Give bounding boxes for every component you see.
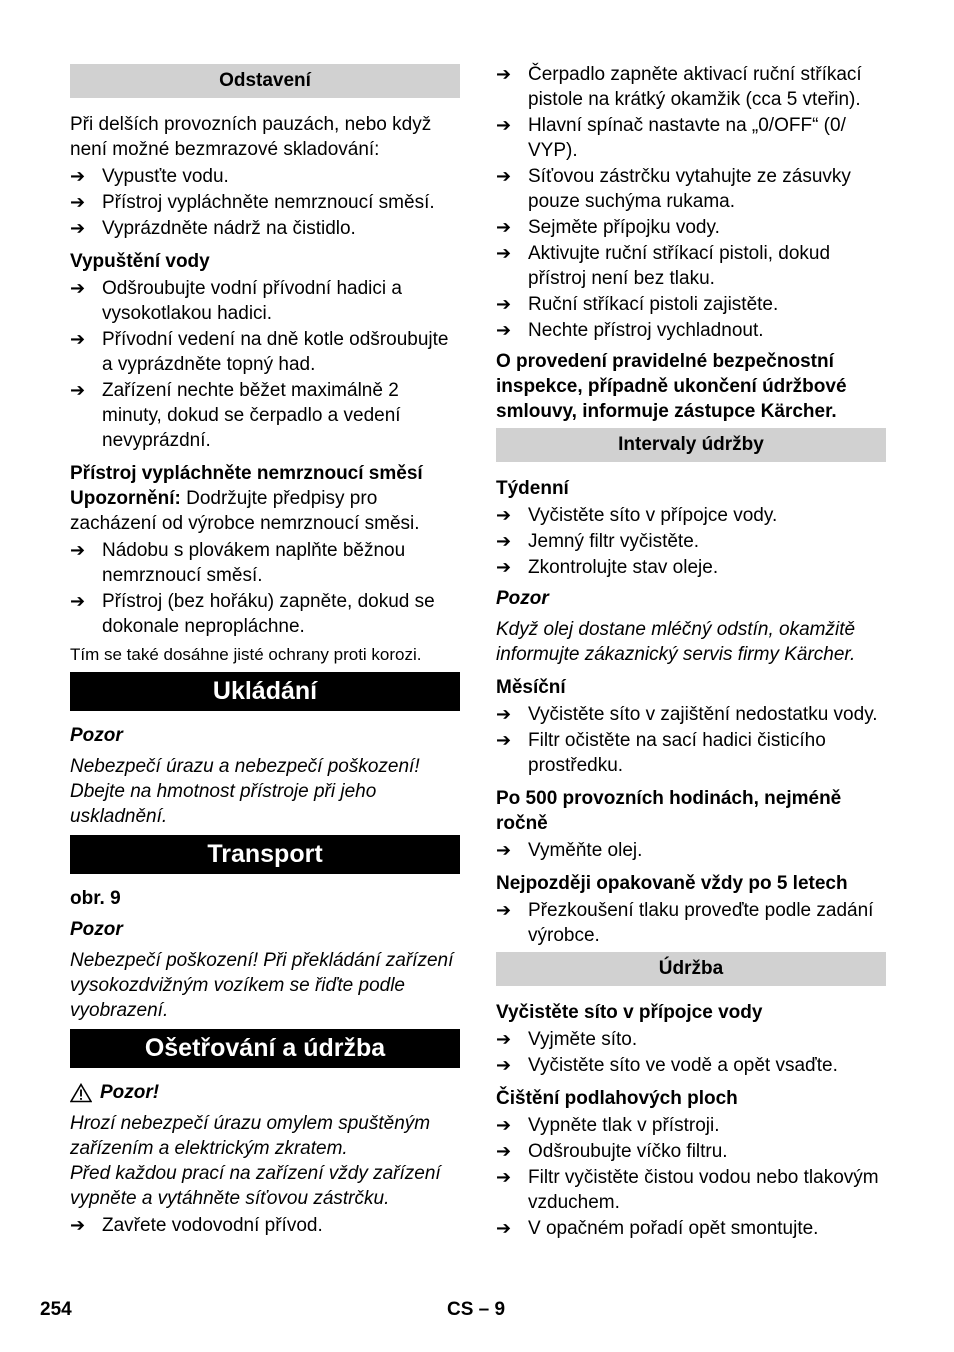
list-item-text: Vyjměte síto. xyxy=(528,1029,638,1050)
list-item-text: Přístroj vypláchněte nemrznoucí směsí. xyxy=(102,192,435,213)
list-item xyxy=(496,529,886,554)
arrow-right-icon: ➔ xyxy=(496,243,512,263)
list-item-text: Síťovou zástrčku vytahujte ze zásuvky pouze suchýma rukama. xyxy=(528,166,851,212)
list-item-text: Sejměte přípojku vody. xyxy=(528,217,720,238)
list-item xyxy=(496,1216,886,1241)
list-item-text: Vyčistěte síto v přípojce vody. xyxy=(528,505,778,526)
section-heading-ukladani: Ukládání xyxy=(70,672,460,711)
caution-label: Pozor xyxy=(70,919,123,940)
list-item-text: Zkontrolujte stav oleje. xyxy=(528,557,719,578)
arrow-right-icon: ➔ xyxy=(70,1215,86,1235)
arrow-right-icon: ➔ xyxy=(70,166,86,186)
list-item-text: Jemný filtr vyčistěte. xyxy=(528,531,700,552)
list-item xyxy=(496,113,886,163)
list-cisteni xyxy=(496,1113,886,1241)
page-number: 254 xyxy=(40,1299,72,1320)
list-item xyxy=(70,216,460,241)
section-heading-udrzba: Údržba xyxy=(496,952,886,986)
arrow-right-icon: ➔ xyxy=(496,704,512,724)
list-item-text: Zavřete vodovodní přívod. xyxy=(102,1215,323,1236)
list-item-text: Vypněte tlak v přístroji. xyxy=(528,1115,720,1136)
subheading-500-hours: Po 500 provozních hodinách, nejméně ročně xyxy=(496,788,842,834)
list-item xyxy=(496,164,886,214)
list-item-text: V opačném pořadí opět smontujte. xyxy=(528,1218,819,1239)
arrow-right-icon: ➔ xyxy=(496,64,512,84)
caution-text: Nebezpečí úrazu a nebezpečí poškození! Dbejte na hmotnost přístroje při jeho uskladnění. xyxy=(70,756,420,827)
arrow-right-icon: ➔ xyxy=(70,380,86,400)
caution-label: Pozor xyxy=(496,588,549,609)
arrow-right-icon: ➔ xyxy=(496,320,512,340)
list-vypnuti xyxy=(496,62,886,343)
list-item xyxy=(496,702,886,727)
warning-header xyxy=(70,1080,460,1105)
list-item-text: Aktivujte ruční stříkací pistoli, dokud přístroj není bez tlaku. xyxy=(528,243,831,289)
list-item xyxy=(496,292,886,317)
section-heading-osetrovani: Ošetřování a údržba xyxy=(70,1029,460,1068)
list-item xyxy=(496,898,886,948)
right-column xyxy=(496,60,886,1242)
arrow-right-icon: ➔ xyxy=(496,217,512,237)
section-heading-odstaveni: Odstavení xyxy=(70,64,460,98)
list-item-text: Odšroubujte vodní přívodní hadici a vysokotlakou hadici. xyxy=(102,278,402,324)
warning-text: Hrozí nebezpečí úrazu omylem spuštěným zařízením a elektrickým zkratem. xyxy=(70,1113,431,1159)
list-item-text: Vypusťte vodu. xyxy=(102,166,229,187)
list-item-text: Vyprázdněte nádrž na čistidlo. xyxy=(102,218,356,239)
list-item xyxy=(496,838,886,863)
arrow-right-icon: ➔ xyxy=(496,1055,512,1075)
arrow-right-icon: ➔ xyxy=(496,294,512,314)
subheading-tydenni: Týdenní xyxy=(496,478,569,499)
paragraph-intro: Při delších provozních pauzách, nebo když není možné bezmrazové skladování: xyxy=(70,114,432,160)
list-item-text: Vyčistěte síto ve vodě a opět vsaďte. xyxy=(528,1055,838,1076)
list-item xyxy=(496,728,886,778)
arrow-right-icon: ➔ xyxy=(496,730,512,750)
figure-reference: obr. 9 xyxy=(70,888,121,909)
list-item-text: Hlavní spínač nastavte na „0/OFF“ (0/ VYP). xyxy=(528,115,846,161)
caution-text: Nebezpečí poškození! Při překládání zařízení vysokozdvižným vozíkem se řiďte podle vyobrazení. xyxy=(70,950,454,1021)
arrow-right-icon: ➔ xyxy=(496,900,512,920)
upozorneni-text: Dodržujte předpisy pro zacházení od výrobce nemrznoucí směsi. xyxy=(70,488,420,534)
list-item-text: Přístroj (bez hořáku) zapněte, dokud se dokonale nepropláchne. xyxy=(102,591,435,637)
arrow-right-icon: ➔ xyxy=(496,840,512,860)
list-item xyxy=(496,241,886,291)
list-sito xyxy=(496,1027,886,1078)
arrow-right-icon: ➔ xyxy=(496,505,512,525)
list-item-text: Vyčistěte síto v zajištění nedostatku vody. xyxy=(528,704,878,725)
subheading-cisteni: Čištění podlahových ploch xyxy=(496,1088,738,1109)
list-item xyxy=(496,1053,886,1078)
list-item xyxy=(496,1139,886,1164)
list-item-text: Zařízení nechte běžet maximálně 2 minuty, dokud se čerpadlo a vedení nevyprázdní. xyxy=(102,380,401,451)
paragraph-koroze: Tím se také dosáhne jisté ochrany proti korozi. xyxy=(70,645,422,664)
list-tydenni xyxy=(496,503,886,580)
subheading-proplach: Přístroj vypláchněte nemrznoucí směsí xyxy=(70,463,423,484)
list-mesicni xyxy=(496,702,886,778)
list-item-text: Vyměňte olej. xyxy=(528,840,643,861)
arrow-right-icon: ➔ xyxy=(496,1029,512,1049)
list-item xyxy=(70,589,460,639)
list-item-text: Filtr vyčistěte čistou vodou nebo tlakovým vzduchem. xyxy=(528,1167,879,1213)
list-item-text: Nechte přístroj vychladnout. xyxy=(528,320,764,341)
subheading-5-years: Nejpozději opakovaně vždy po 5 letech xyxy=(496,873,848,894)
list-item xyxy=(496,1113,886,1138)
list-item xyxy=(496,62,886,112)
list-500-hours xyxy=(496,838,886,863)
list-item-text: Přívodní vedení na dně kotle odšroubujte a vyprázdněte topný had. xyxy=(102,329,449,375)
list-proplach xyxy=(70,538,460,639)
list-item-text: Filtr očistěte na sací hadici čisticího prostředku. xyxy=(528,730,826,776)
list-item-text: Odšroubujte víčko filtru. xyxy=(528,1141,728,1162)
list-item xyxy=(70,1213,460,1238)
list-5-years xyxy=(496,898,886,948)
arrow-right-icon: ➔ xyxy=(496,557,512,577)
caution-label: Pozor xyxy=(70,725,123,746)
arrow-right-icon: ➔ xyxy=(70,591,86,611)
arrow-right-icon: ➔ xyxy=(496,115,512,135)
list-vypusteni xyxy=(70,276,460,453)
section-heading-intervaly: Intervaly údržby xyxy=(496,428,886,462)
arrow-right-icon: ➔ xyxy=(70,192,86,212)
list-item xyxy=(70,378,460,453)
arrow-right-icon: ➔ xyxy=(496,1218,512,1238)
paragraph-inspection: O provedení pravidelné bezpečnostní inspekce, případně ukončení údržbové smlouvy, informuje zástupce Kärcher. xyxy=(496,351,847,422)
subheading-vypusteni: Vypuštění vody xyxy=(70,251,210,272)
arrow-right-icon: ➔ xyxy=(496,1115,512,1135)
list-item xyxy=(70,164,460,189)
arrow-right-icon: ➔ xyxy=(496,1141,512,1161)
list-item xyxy=(496,555,886,580)
arrow-right-icon: ➔ xyxy=(70,329,86,349)
language-page-label: CS – 9 xyxy=(447,1299,506,1320)
warning-triangle-icon xyxy=(70,1083,92,1103)
list-item xyxy=(70,538,460,588)
warning-label: Pozor! xyxy=(100,1082,160,1103)
arrow-right-icon: ➔ xyxy=(496,531,512,551)
caution-text: Když olej dostane mléčný odstín, okamžitě informujte zákaznický servis firmy Kärcher. xyxy=(496,619,856,665)
list-item-text: Čerpadlo zapněte aktivací ruční stříkací pistole na krátký okamžik (cca 5 vteřin). xyxy=(528,64,862,110)
list-item-text: Nádobu s plovákem naplňte běžnou nemrznoucí směsí. xyxy=(102,540,406,586)
subheading-mesicni: Měsíční xyxy=(496,677,566,698)
list-item-text: Ruční stříkací pistoli zajistěte. xyxy=(528,294,779,315)
arrow-right-icon: ➔ xyxy=(70,540,86,560)
upozorneni-label: Upozornění: xyxy=(70,488,181,509)
paragraph-upozorneni xyxy=(70,486,460,536)
arrow-right-icon: ➔ xyxy=(70,278,86,298)
list-item xyxy=(496,215,886,240)
list-item xyxy=(496,503,886,528)
arrow-right-icon: ➔ xyxy=(496,1167,512,1187)
list-osetrovani xyxy=(70,1213,460,1238)
list-item xyxy=(496,318,886,343)
arrow-right-icon: ➔ xyxy=(70,218,86,238)
list-item xyxy=(70,190,460,215)
list-item xyxy=(70,327,460,377)
list-odstaveni xyxy=(70,164,460,241)
list-item xyxy=(70,276,460,326)
list-item xyxy=(496,1165,886,1215)
left-column xyxy=(70,60,460,1239)
arrow-right-icon: ➔ xyxy=(496,166,512,186)
section-heading-transport: Transport xyxy=(70,835,460,874)
warning-text: Před každou prací na zařízení vždy zařízení vypněte a vytáhněte síťovou zástrčku. xyxy=(70,1163,441,1209)
list-item-text: Přezkoušení tlaku proveďte podle zadání výrobce. xyxy=(528,900,874,946)
subheading-sito: Vyčistěte síto v přípojce vody xyxy=(496,1002,763,1023)
list-item xyxy=(496,1027,886,1052)
